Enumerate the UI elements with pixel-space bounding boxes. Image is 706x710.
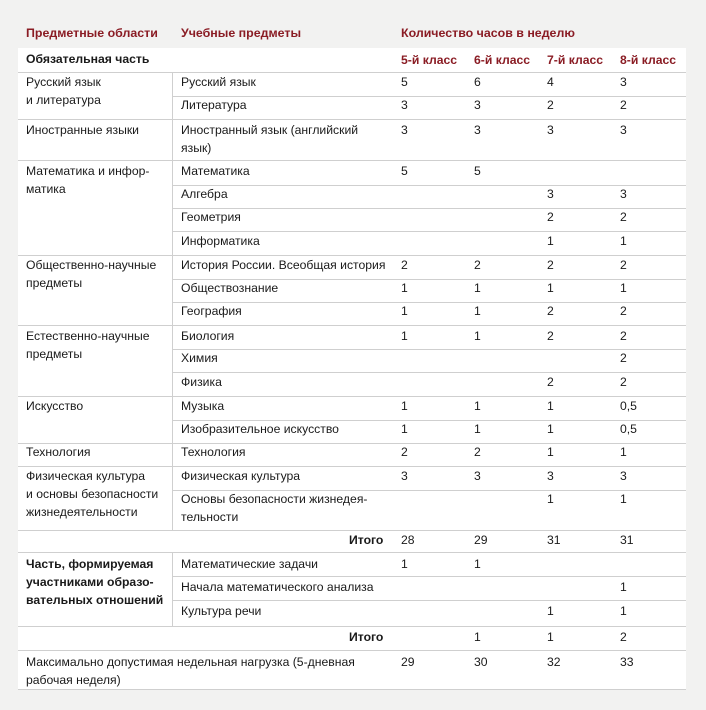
area-label: Физическая культура <box>26 469 146 483</box>
row-divider <box>172 372 686 373</box>
row-divider <box>18 396 686 397</box>
grade-header: 8-й класс <box>620 53 677 67</box>
row-divider <box>18 689 686 690</box>
area-label: Общественно-научные <box>26 258 157 272</box>
hours-value: 6 <box>474 75 481 89</box>
area-label: матика <box>26 182 66 196</box>
hours-value: 1 <box>547 492 554 506</box>
hours-value: 2 <box>620 329 627 343</box>
total-value: 2 <box>620 630 627 644</box>
max-load-label: Максимально допустимая недельная нагрузка (5-дневная <box>26 655 355 669</box>
subject-label: Музыка <box>181 399 225 413</box>
hours-value: 2 <box>547 375 554 389</box>
hours-value: 1 <box>620 281 627 295</box>
table-header <box>0 0 706 48</box>
header-hours: Количество часов в неделю <box>401 26 575 40</box>
hours-value: 1 <box>401 304 408 318</box>
subject-label: Начала математического анализа <box>181 580 374 594</box>
hours-value: 2 <box>474 258 481 272</box>
section-title-mandatory: Обязательная часть <box>26 52 150 66</box>
hours-value: 5 <box>474 164 481 178</box>
subject-label: Изобразительное искусство <box>181 422 339 436</box>
subject-label: Обществознание <box>181 281 279 295</box>
subject-label: Химия <box>181 351 218 365</box>
hours-value: 1 <box>547 604 554 618</box>
hours-value: 1 <box>547 422 554 436</box>
hours-value: 0,5 <box>620 399 637 413</box>
column-divider <box>172 552 173 626</box>
row-divider <box>18 552 686 553</box>
hours-value: 1 <box>620 234 627 248</box>
hours-value: 2 <box>620 98 627 112</box>
area-label: и литература <box>26 93 101 107</box>
section-title-optional: участниками образо- <box>26 575 154 589</box>
hours-value: 2 <box>547 258 554 272</box>
area-label: Русский язык <box>26 75 101 89</box>
row-divider <box>172 576 686 577</box>
hours-value: 1 <box>474 329 481 343</box>
hours-value: 2 <box>620 210 627 224</box>
row-divider <box>18 72 686 73</box>
subject-label: Алгебра <box>181 187 228 201</box>
area-label: Иностранные языки <box>26 123 139 137</box>
area-label: Математика и инфор- <box>26 164 150 178</box>
row-divider <box>18 650 686 651</box>
row-divider <box>172 96 686 97</box>
hours-value: 3 <box>620 75 627 89</box>
hours-value: 1 <box>474 557 481 571</box>
hours-value: 3 <box>401 469 408 483</box>
hours-value: 3 <box>474 469 481 483</box>
subject-label: Математика <box>181 164 250 178</box>
row-divider <box>18 119 686 120</box>
subject-label: Информатика <box>181 234 260 248</box>
max-load-value: 32 <box>547 655 561 669</box>
hours-value: 1 <box>547 281 554 295</box>
area-label: Искусство <box>26 399 84 413</box>
hours-value: 1 <box>474 399 481 413</box>
grade-header: 7-й класс <box>547 53 604 67</box>
hours-value: 1 <box>401 281 408 295</box>
subject-label: Литература <box>181 98 247 112</box>
hours-value: 2 <box>547 304 554 318</box>
max-load-value: 30 <box>474 655 488 669</box>
subject-label: Основы безопасности жизнедея- <box>181 492 368 506</box>
section-title-optional: вательных отношений <box>26 593 164 607</box>
subject-label: Иностранный язык (английский <box>181 123 359 137</box>
header-subject: Учебные предметы <box>181 26 302 40</box>
grade-header: 5-й класс <box>401 53 458 67</box>
total-value: 29 <box>474 533 488 547</box>
subject-label: Физика <box>181 375 222 389</box>
total-value: 1 <box>474 630 481 644</box>
hours-value: 1 <box>474 281 481 295</box>
hours-value: 1 <box>547 234 554 248</box>
subject-label: География <box>181 304 242 318</box>
hours-value: 2 <box>620 375 627 389</box>
hours-value: 1 <box>620 580 627 594</box>
hours-value: 5 <box>401 164 408 178</box>
row-divider <box>18 325 686 326</box>
hours-value: 3 <box>547 469 554 483</box>
hours-value: 4 <box>547 75 554 89</box>
subject-label: Геометрия <box>181 210 241 224</box>
row-divider <box>18 160 686 161</box>
column-divider <box>172 72 173 530</box>
subject-label: История России. Всеобщая история <box>181 258 386 272</box>
total-value: 28 <box>401 533 415 547</box>
subject-label: Биология <box>181 329 235 343</box>
subject-label: Математические задачи <box>181 557 318 571</box>
hours-value: 1 <box>474 422 481 436</box>
row-divider <box>18 443 686 444</box>
hours-value: 5 <box>401 75 408 89</box>
hours-value: 2 <box>401 258 408 272</box>
hours-value: 3 <box>401 98 408 112</box>
max-load-label: рабочая неделя) <box>26 673 121 687</box>
row-divider <box>172 208 686 209</box>
hours-value: 1 <box>401 422 408 436</box>
hours-value: 2 <box>474 445 481 459</box>
subject-label: Физическая культура <box>181 469 301 483</box>
area-label: Технология <box>26 445 91 459</box>
area-label: и основы безопасности <box>26 487 159 501</box>
header-area: Предметные области <box>26 26 158 40</box>
hours-value: 1 <box>474 304 481 318</box>
hours-value: 2 <box>620 258 627 272</box>
row-divider <box>172 185 686 186</box>
grade-header: 6-й класс <box>474 53 531 67</box>
subject-label: Русский язык <box>181 75 256 89</box>
subject-label: Технология <box>181 445 246 459</box>
max-load-value: 33 <box>620 655 634 669</box>
row-divider <box>172 349 686 350</box>
section-title-optional: Часть, формируемая <box>26 557 154 571</box>
area-label: предметы <box>26 276 83 290</box>
subject-label: язык) <box>181 141 212 155</box>
hours-value: 2 <box>620 351 627 365</box>
row-divider <box>18 626 686 627</box>
hours-value: 1 <box>401 399 408 413</box>
total-value: 31 <box>547 533 561 547</box>
hours-value: 1 <box>620 445 627 459</box>
hours-value: 0,5 <box>620 422 637 436</box>
hours-value: 2 <box>620 304 627 318</box>
hours-value: 1 <box>620 492 627 506</box>
hours-value: 1 <box>401 329 408 343</box>
hours-value: 3 <box>620 187 627 201</box>
hours-value: 3 <box>474 123 481 137</box>
hours-value: 3 <box>620 469 627 483</box>
total-value: 31 <box>620 533 634 547</box>
hours-value: 2 <box>547 98 554 112</box>
hours-value: 3 <box>620 123 627 137</box>
total-value: 1 <box>547 630 554 644</box>
subject-label: Культура речи <box>181 604 262 618</box>
total-label: Итого <box>349 533 384 547</box>
max-load-value: 29 <box>401 655 415 669</box>
area-label: Естественно-научные <box>26 329 150 343</box>
area-label: жизнедеятельности <box>26 505 138 519</box>
subject-label: тельности <box>181 510 239 524</box>
hours-value: 2 <box>401 445 408 459</box>
hours-value: 2 <box>547 210 554 224</box>
hours-value: 3 <box>547 187 554 201</box>
row-divider <box>172 600 686 601</box>
hours-value: 2 <box>547 329 554 343</box>
row-divider <box>172 302 686 303</box>
hours-value: 1 <box>547 445 554 459</box>
hours-value: 1 <box>401 557 408 571</box>
hours-value: 3 <box>547 123 554 137</box>
hours-value: 3 <box>401 123 408 137</box>
total-label: Итого <box>349 630 384 644</box>
hours-value: 1 <box>547 399 554 413</box>
hours-value: 1 <box>620 604 627 618</box>
area-label: предметы <box>26 347 83 361</box>
hours-value: 3 <box>474 98 481 112</box>
